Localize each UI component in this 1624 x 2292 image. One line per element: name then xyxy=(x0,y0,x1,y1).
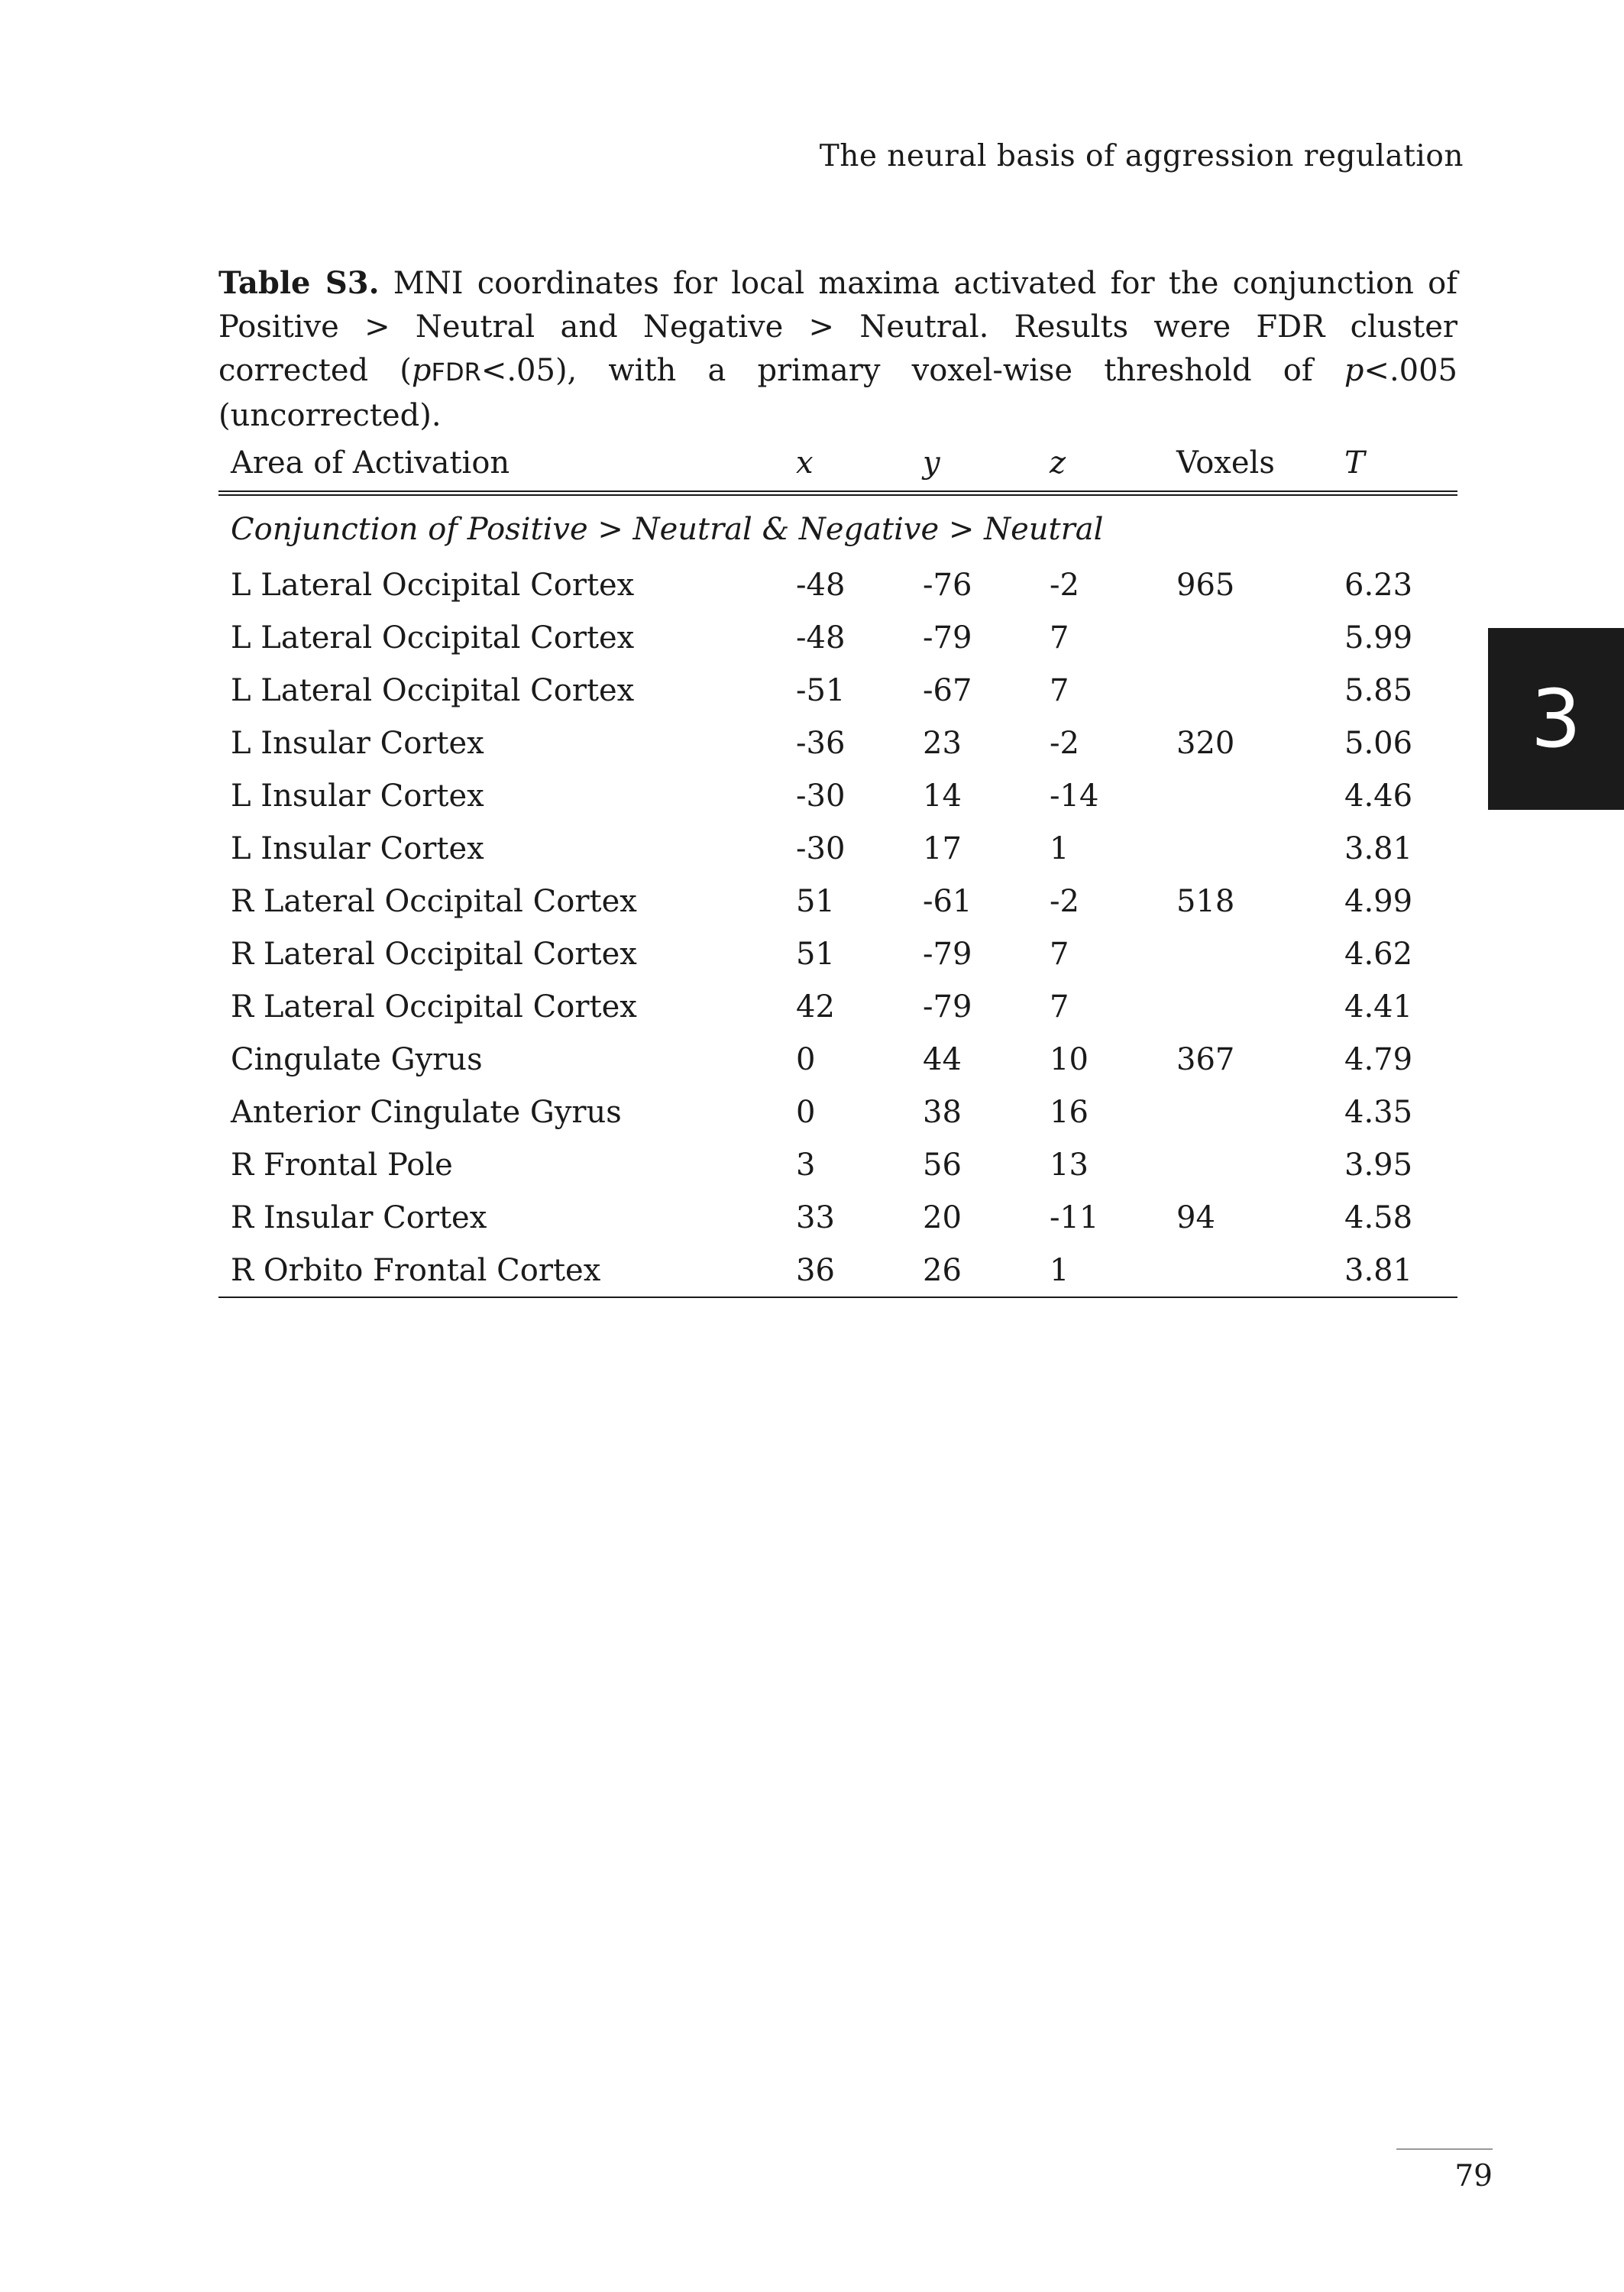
header-t: T xyxy=(1332,435,1457,494)
cell-y: 26 xyxy=(911,1244,1037,1297)
cell-area: Cingulate Gyrus xyxy=(231,1041,483,1077)
table-row xyxy=(218,769,1457,822)
cell-z: 16 xyxy=(1050,1094,1089,1130)
cell-x: 42 xyxy=(796,989,835,1025)
cell-z: -2 xyxy=(1050,883,1079,919)
page-number: 79 xyxy=(1454,2159,1493,2193)
cell-t: 3.95 xyxy=(1344,1147,1413,1183)
header-voxels: Voxels xyxy=(1164,435,1332,494)
cell-y: -61 xyxy=(923,883,972,919)
cell-z: 7 xyxy=(1050,672,1069,708)
cell-voxels xyxy=(1164,1086,1332,1138)
cell-t: 6.23 xyxy=(1344,567,1413,603)
cell-area: R Lateral Occipital Cortex xyxy=(231,989,637,1025)
running-header: The neural basis of aggression regulation xyxy=(819,139,1464,173)
cell-t: 4.62 xyxy=(1344,936,1413,972)
cell-t: 4.46 xyxy=(1344,778,1413,814)
cell-z: 7 xyxy=(1050,620,1069,656)
cell-y: 23 xyxy=(923,725,962,761)
cell-area: R Orbito Frontal Cortex xyxy=(218,1244,784,1297)
cell-voxels: 965 xyxy=(1176,567,1235,603)
cell-z: 7 xyxy=(1050,989,1069,1025)
cell-z: 13 xyxy=(1050,1147,1089,1183)
cell-area: L Lateral Occipital Cortex xyxy=(231,620,635,656)
cell-x: 3 xyxy=(796,1147,816,1183)
section-title: Conjunction of Positive > Neutral & Negative > Neutral xyxy=(231,512,1104,547)
cell-z: -2 xyxy=(1050,567,1079,603)
cell-y: -79 xyxy=(923,989,972,1025)
cell-x: 36 xyxy=(784,1244,911,1297)
cell-x: -30 xyxy=(796,778,846,814)
section-row xyxy=(218,494,1457,559)
table-row xyxy=(218,1086,1457,1138)
cell-y: 17 xyxy=(923,830,962,866)
cell-y: 14 xyxy=(923,778,962,814)
table-row xyxy=(218,717,1457,769)
cell-t: 5.06 xyxy=(1344,725,1413,761)
table-body xyxy=(218,494,1457,1298)
header-z: z xyxy=(1037,435,1164,494)
caption-p-symbol: p xyxy=(411,353,432,388)
table-row xyxy=(218,927,1457,980)
cell-x: 33 xyxy=(796,1199,835,1235)
cell-t: 5.85 xyxy=(1344,672,1413,708)
cell-voxels xyxy=(1164,664,1332,717)
footer-rule xyxy=(1396,2148,1493,2150)
table-row xyxy=(218,1244,1457,1297)
cell-area: R Insular Cortex xyxy=(231,1199,487,1235)
cell-z: 10 xyxy=(1050,1041,1089,1077)
caption-text-2: <.05), with a primary voxel-wise threshold of xyxy=(480,353,1344,388)
cell-voxels xyxy=(1164,980,1332,1033)
caption-p-symbol-2: p xyxy=(1344,353,1364,388)
caption-text-3: <.005 (uncorrected). xyxy=(218,353,1457,433)
cell-area: L Insular Cortex xyxy=(231,830,484,866)
chapter-tab: 3 xyxy=(1488,628,1624,810)
cell-t: 4.58 xyxy=(1344,1199,1413,1235)
cell-voxels xyxy=(1164,611,1332,664)
cell-area: R Lateral Occipital Cortex xyxy=(231,883,637,919)
cell-z: -11 xyxy=(1050,1199,1099,1235)
cell-area: R Frontal Pole xyxy=(231,1147,453,1183)
header-area: Area of Activation xyxy=(218,435,784,494)
cell-z: -14 xyxy=(1050,778,1099,814)
table-row xyxy=(218,875,1457,927)
table-header-row xyxy=(218,435,1457,494)
table-row xyxy=(218,1138,1457,1191)
cell-t: 3.81 xyxy=(1344,830,1413,866)
cell-t: 4.35 xyxy=(1344,1094,1413,1130)
cell-y: -76 xyxy=(923,567,972,603)
cell-y: -79 xyxy=(923,620,972,656)
cell-area: L Lateral Occipital Cortex xyxy=(231,672,635,708)
cell-t: 4.79 xyxy=(1344,1041,1413,1077)
cell-voxels: 320 xyxy=(1176,725,1235,761)
table-row xyxy=(218,664,1457,717)
cell-x: -36 xyxy=(796,725,846,761)
cell-x: -48 xyxy=(796,567,846,603)
table-row xyxy=(218,558,1457,611)
table-row xyxy=(218,980,1457,1033)
cell-voxels xyxy=(1164,927,1332,980)
cell-area: L Lateral Occipital Cortex xyxy=(231,567,635,603)
cell-voxels: 94 xyxy=(1176,1199,1215,1235)
cell-voxels xyxy=(1164,822,1332,875)
cell-t: 5.99 xyxy=(1344,620,1413,656)
cell-y: 44 xyxy=(923,1041,962,1077)
cell-area: R Lateral Occipital Cortex xyxy=(231,936,637,972)
table-row xyxy=(218,822,1457,875)
cell-x: -51 xyxy=(796,672,846,708)
cell-y: -67 xyxy=(923,672,972,708)
cell-voxels xyxy=(1164,1244,1332,1297)
header-x: x xyxy=(784,435,911,494)
cell-x: 0 xyxy=(796,1094,816,1130)
cell-voxels xyxy=(1164,1138,1332,1191)
cell-z: 7 xyxy=(1050,936,1069,972)
cell-area: L Insular Cortex xyxy=(231,725,484,761)
cell-z: 1 xyxy=(1037,1244,1164,1297)
caption-text-1: MNI coordinates for local maxima activated for the conjunction of Positive > Neutral and Negative > Neutral. Results were FDR cluster corrected ( xyxy=(218,266,1457,388)
table-row xyxy=(218,611,1457,664)
table-caption xyxy=(218,261,1457,438)
cell-voxels: 518 xyxy=(1176,883,1235,919)
cell-z: 1 xyxy=(1050,830,1069,866)
cell-voxels xyxy=(1164,769,1332,822)
cell-x: 0 xyxy=(796,1041,816,1077)
cell-y: -79 xyxy=(923,936,972,972)
cell-x: 51 xyxy=(796,936,835,972)
cell-area: Anterior Cingulate Gyrus xyxy=(231,1094,622,1130)
cell-y: 20 xyxy=(923,1199,962,1235)
cell-area: L Insular Cortex xyxy=(231,778,484,814)
results-table xyxy=(218,435,1457,1298)
header-y: y xyxy=(911,435,1037,494)
caption-fdr-subscript: FDR xyxy=(431,358,481,387)
cell-t: 4.99 xyxy=(1344,883,1413,919)
cell-y: 38 xyxy=(923,1094,962,1130)
table-row xyxy=(218,1191,1457,1244)
cell-t: 3.81 xyxy=(1332,1244,1457,1297)
cell-x: 51 xyxy=(796,883,835,919)
caption-label: Table S3. xyxy=(218,265,380,301)
cell-x: -30 xyxy=(796,830,846,866)
cell-x: -48 xyxy=(796,620,846,656)
cell-y: 56 xyxy=(923,1147,962,1183)
cell-voxels: 367 xyxy=(1176,1041,1235,1077)
table-row xyxy=(218,1033,1457,1086)
cell-t: 4.41 xyxy=(1344,989,1413,1025)
cell-z: -2 xyxy=(1050,725,1079,761)
